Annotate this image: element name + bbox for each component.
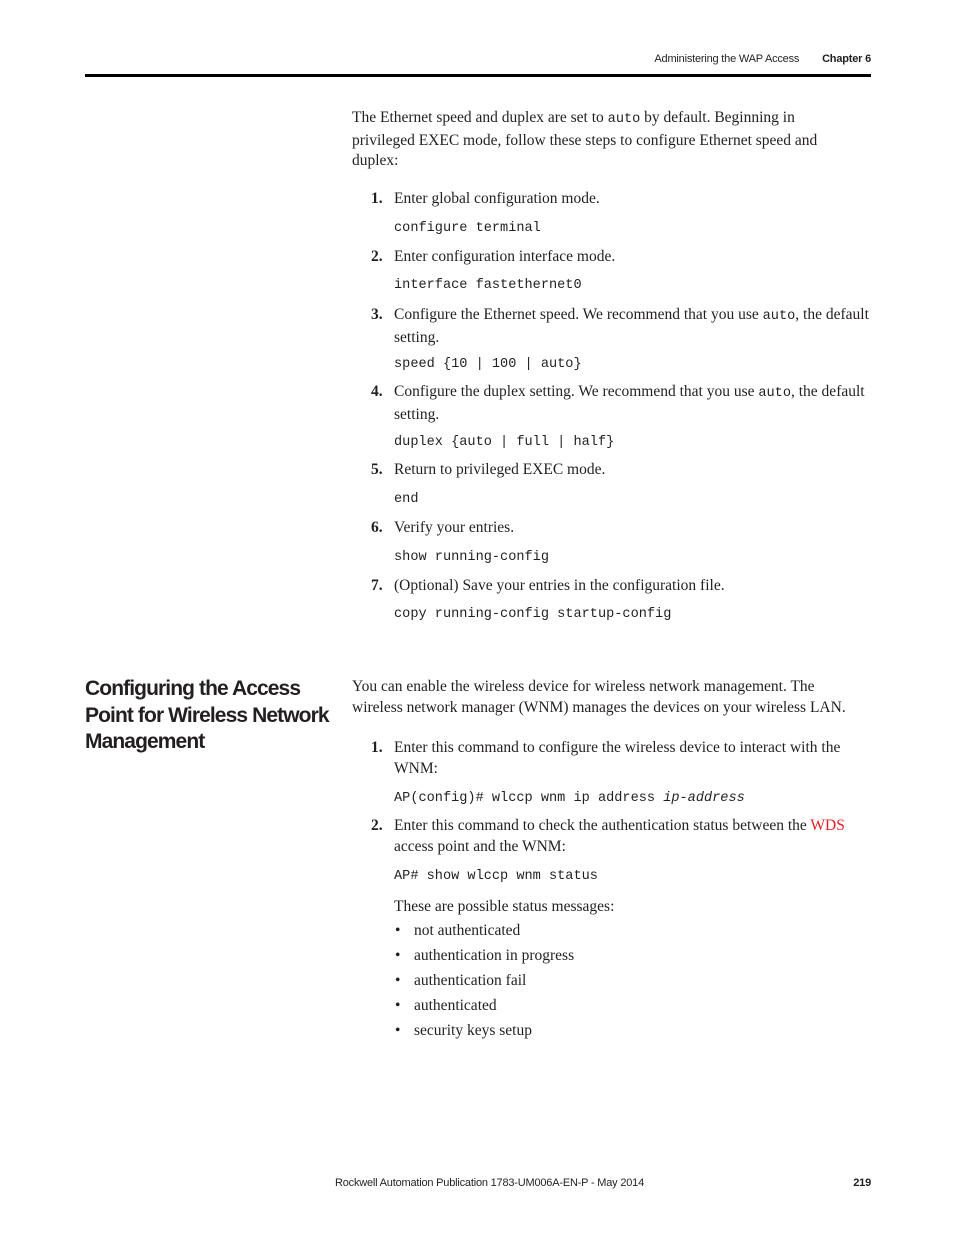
step-text — [394, 305, 872, 348]
list-item — [394, 921, 574, 946]
step-code: interface fastethernet0 — [394, 278, 582, 293]
list-item — [394, 971, 574, 996]
intro-text-1: The Ethernet speed and duplex are set to — [352, 109, 608, 126]
step-number: 1. — [371, 190, 383, 207]
step-text-after: access point and the WNM: — [394, 837, 566, 855]
step-text-before: Enter this command to check the authentication status between the — [394, 817, 811, 834]
step-number: 7. — [371, 577, 383, 594]
step-text — [394, 382, 872, 425]
step-code — [394, 789, 745, 810]
status-text: authentication fail — [414, 972, 527, 989]
footer-publication: Rockwell Automation Publication 1783-UM006A-EN-P - May 2014 — [335, 1177, 644, 1189]
bullet-icon: • — [395, 972, 401, 989]
page-number: 219 — [853, 1177, 871, 1189]
status-text: authenticated — [414, 997, 497, 1014]
wds-link[interactable]: WDS — [810, 817, 845, 834]
step-number: 6. — [371, 519, 383, 536]
intro-code: auto — [607, 112, 641, 127]
intro-text-2: by default. Beginning in privileged EXEC mode, follow these steps to configure Ethernet speed and duplex: — [352, 109, 818, 169]
bullet-icon: • — [395, 947, 401, 964]
bullet-icon: • — [395, 1022, 401, 1039]
step-text — [394, 816, 872, 857]
command-code: AP(config)# wlccp wnm ip address — [394, 791, 664, 806]
header-section-title: Administering the WAP Access — [654, 53, 800, 65]
status-text: authentication in progress — [414, 947, 575, 964]
bullet-icon: • — [395, 922, 401, 939]
step-text: Enter this command to configure the wireless device to interact with the WNM: — [394, 739, 841, 777]
header-chapter: Chapter 6 — [822, 53, 871, 65]
step-text-before: Configure the Ethernet speed. We recommend that you use — [394, 306, 763, 323]
step-text: Verify your entries. — [394, 519, 515, 536]
step-number: 2. — [371, 817, 383, 834]
step-text: Enter global configuration mode. — [394, 190, 600, 207]
step-inline-code: auto — [758, 386, 791, 401]
step-text: Return to privileged EXEC mode. — [394, 461, 606, 478]
running-header — [654, 53, 871, 65]
status-text: security keys setup — [414, 1022, 532, 1039]
step-inline-code: auto — [762, 309, 796, 324]
section2-intro: You can enable the wireless device for wireless network management. The wireless network manager (WNM) manages the devices on your wireless LAN. — [352, 678, 846, 716]
status-text: not authenticated — [414, 922, 521, 939]
step-number: 2. — [371, 248, 383, 265]
step-text-after: , the default setting. — [394, 383, 865, 423]
step-text: Enter configuration interface mode. — [394, 248, 616, 265]
command-argument: ip-address — [663, 791, 745, 806]
intro-paragraph — [352, 108, 852, 172]
status-list — [394, 921, 574, 1046]
step-code: end — [394, 492, 419, 507]
step-number: 1. — [371, 739, 383, 756]
step-code: duplex {auto | full | half} — [394, 435, 615, 450]
list-item — [394, 996, 574, 1021]
step-number: 5. — [371, 461, 383, 478]
section-heading: Configuring the Access Point for Wireless Network Management — [85, 677, 329, 753]
list-item — [394, 1021, 574, 1046]
header-rule — [85, 74, 871, 77]
step-text: (Optional) Save your entries in the configuration file. — [394, 577, 725, 594]
step-code: show running-config — [394, 550, 549, 565]
step-code: configure terminal — [394, 221, 541, 236]
step-number: 3. — [371, 306, 383, 323]
list-item — [394, 946, 574, 971]
step-code: copy running-config startup-config — [394, 607, 672, 622]
step-code: speed {10 | 100 | auto} — [394, 357, 582, 372]
step-text-after: , the default setting. — [394, 306, 869, 346]
step-code: AP# show wlccp wnm status — [394, 869, 598, 884]
bullet-icon: • — [395, 997, 401, 1014]
status-intro: These are possible status messages: — [394, 898, 615, 915]
step-text-before: Configure the duplex setting. We recommend that you use — [394, 383, 759, 400]
step-number: 4. — [371, 383, 383, 400]
